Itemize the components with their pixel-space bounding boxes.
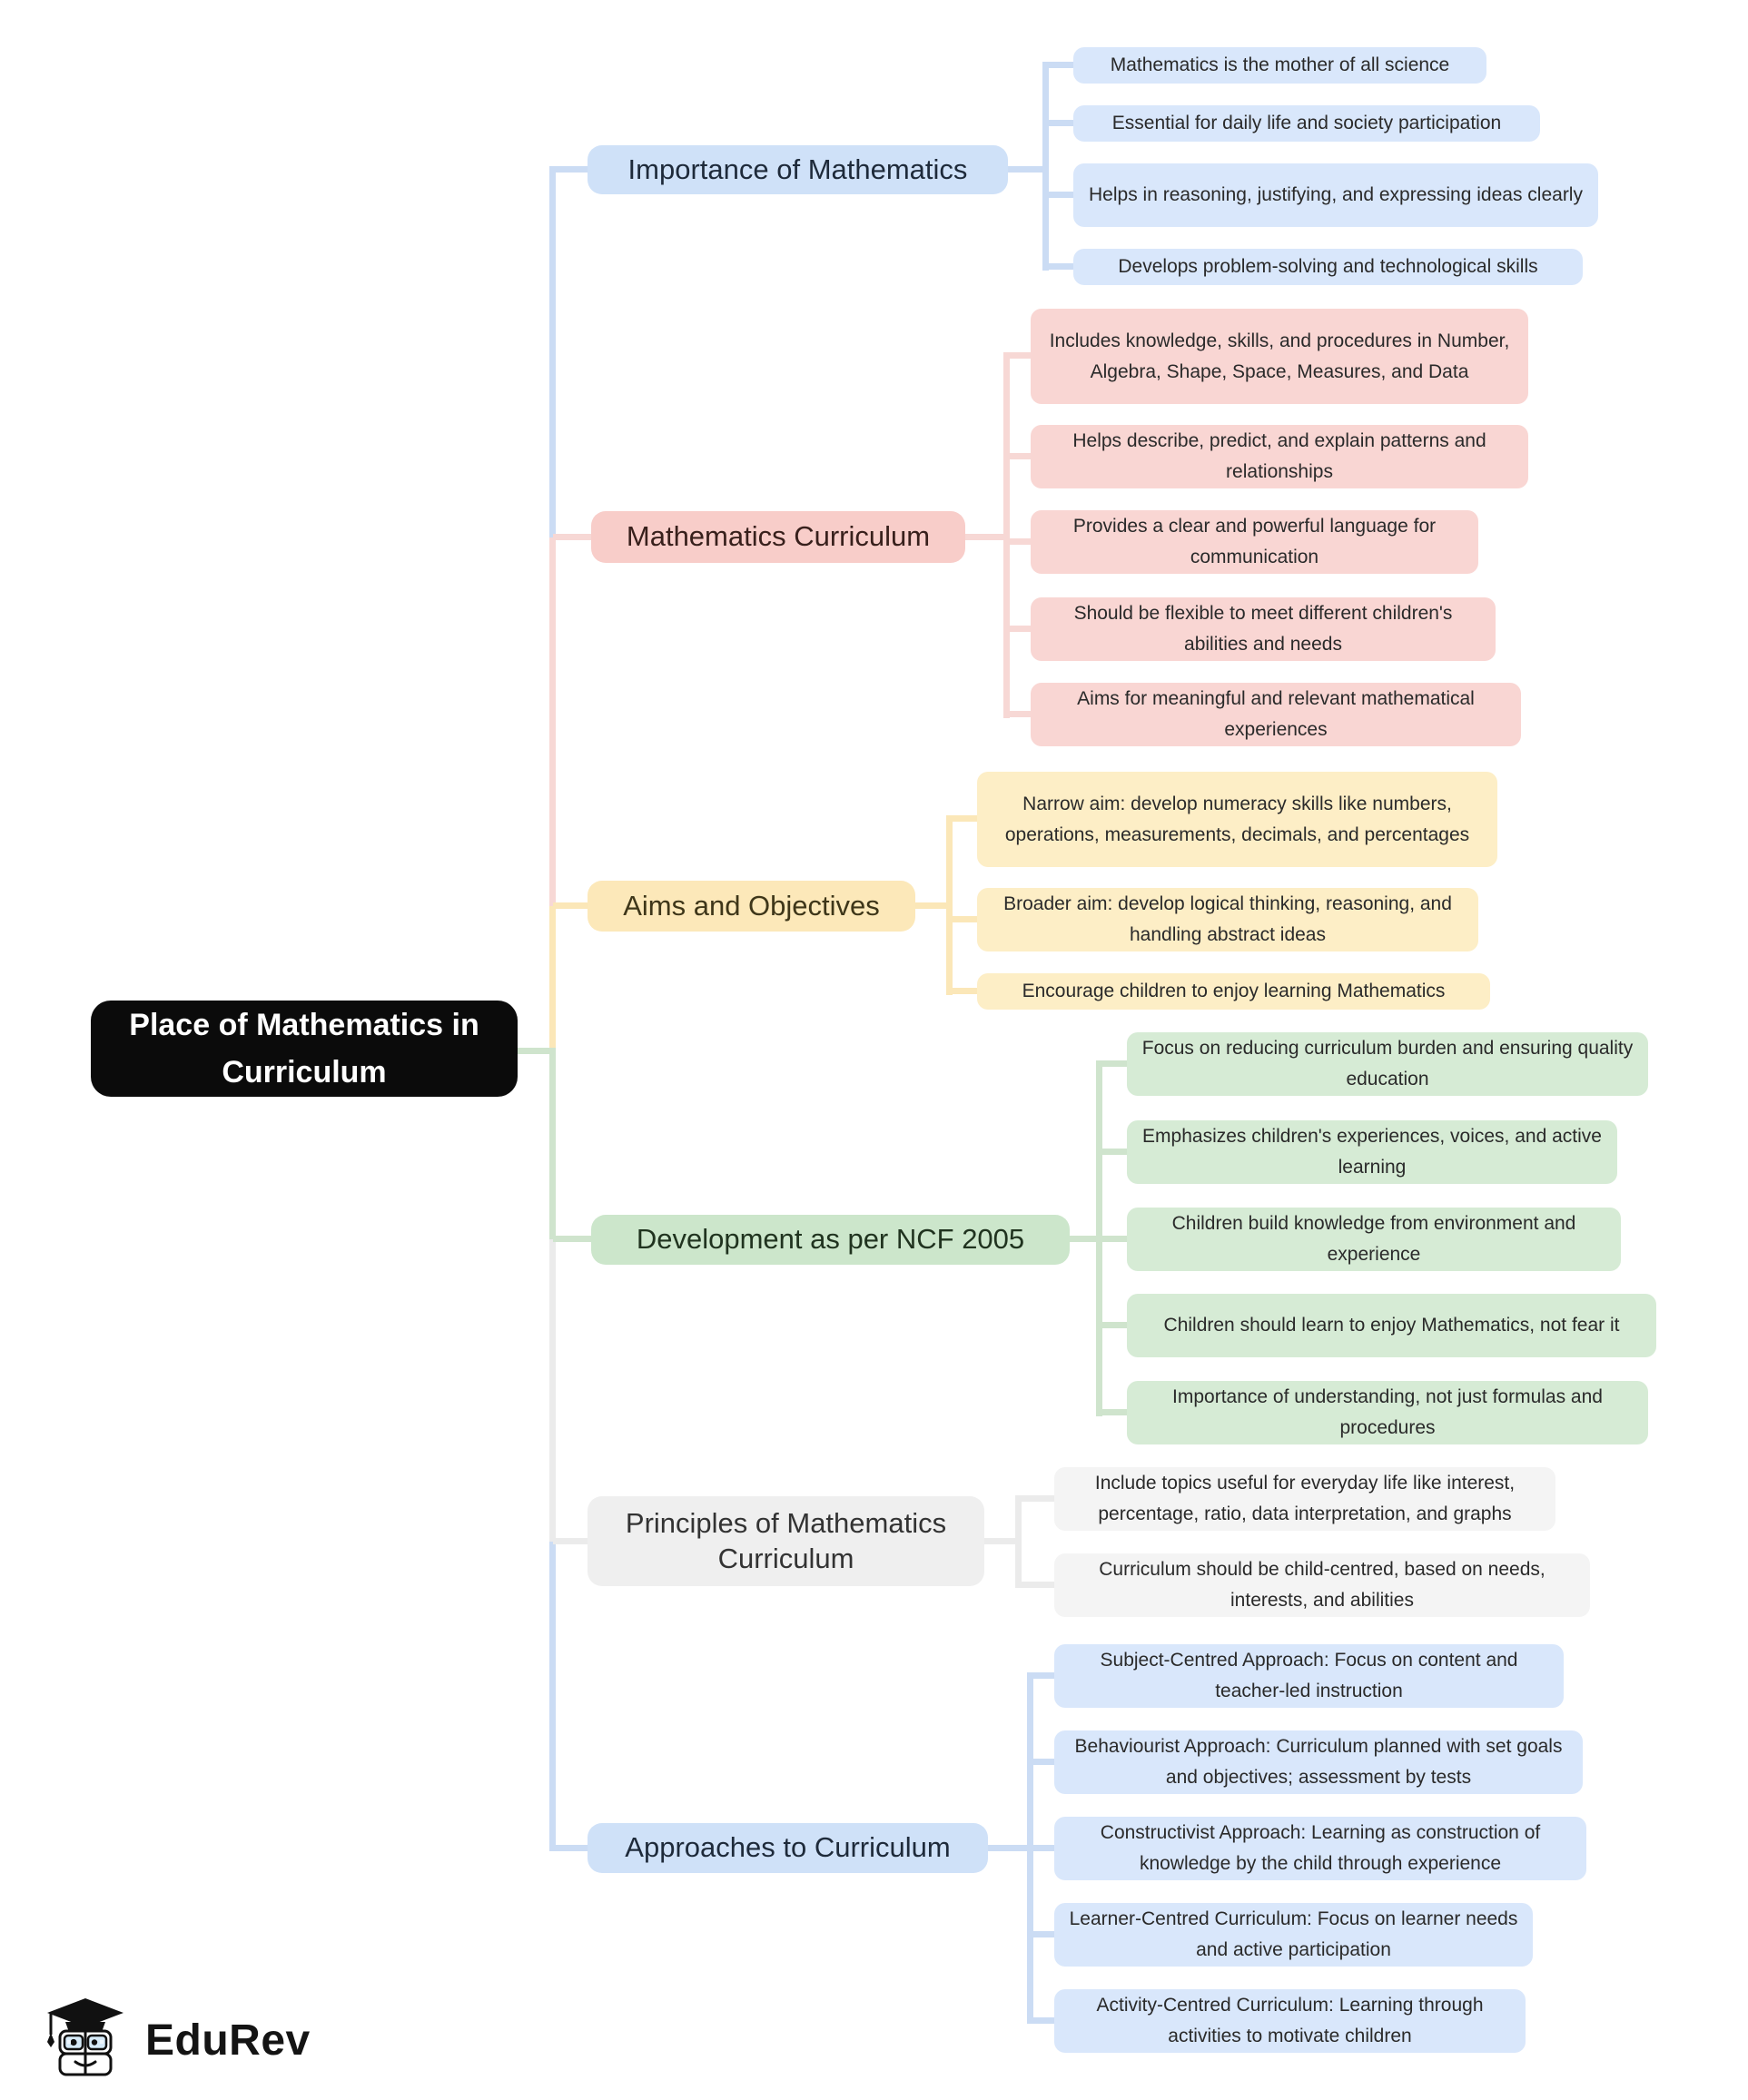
child-label: Should be flexible to meet different children's abilities and needs (1073, 603, 1453, 655)
edurev-logo (40, 1994, 311, 2086)
child-node (1054, 1730, 1583, 1794)
child-node (977, 888, 1478, 951)
child-label: Helps describe, predict, and explain patterns and relationships (1072, 430, 1486, 482)
child-label: Behaviourist Approach: Curriculum planned with set goals and objectives; assessment by tests (1074, 1736, 1563, 1788)
child-label: Mathematics is the mother of all science (1110, 54, 1450, 75)
header-aims (588, 881, 915, 932)
bracket-line (1042, 62, 1049, 271)
edurev-brand-text: EduRev (145, 2016, 311, 2065)
header-label: Mathematics Curriculum (626, 520, 931, 553)
spine-segment-approaches (549, 1542, 556, 1851)
child-label: Broader aim: develop logical thinking, reasoning, and handling abstract ideas (1003, 893, 1452, 945)
header-label: Aims and Objectives (623, 889, 880, 922)
child-label: Narrow aim: develop numeracy skills like numbers, operations, measurements, decimals, and percentages (1004, 793, 1470, 845)
bracket-line (1015, 1495, 1022, 1588)
branch-line (553, 534, 595, 540)
spine-segment-curriculum (549, 537, 556, 906)
child-node (1054, 1817, 1586, 1880)
child-label: Children build knowledge from environment and experience (1171, 1213, 1576, 1265)
header-importance (588, 145, 1008, 194)
child-node (1127, 1120, 1617, 1184)
header-principles (588, 1496, 984, 1586)
child-label: Focus on reducing curriculum burden and ensuring quality education (1141, 1038, 1634, 1089)
root-node-label: Place of Mathematics in Curriculum (129, 1008, 479, 1089)
child-node (1127, 1294, 1656, 1357)
child-node (1031, 309, 1528, 404)
branch-line (553, 902, 591, 909)
child-node (1127, 1208, 1621, 1271)
child-label: Includes knowledge, skills, and procedures in Number, Algebra, Shape, Space, Measures, and Data (1049, 330, 1510, 382)
child-label: Subject-Centred Approach: Focus on content and teacher-led instruction (1100, 1650, 1518, 1701)
child-label: Include topics useful for everyday life like interest, percentage, ratio, data interpretation, and graphs (1094, 1473, 1516, 1524)
spine-segment-principles (549, 1239, 556, 1542)
child-label: Encourage children to enjoy learning Mathematics (1022, 981, 1446, 1001)
child-node (1031, 683, 1521, 746)
child-node (1054, 1644, 1564, 1708)
child-label: Provides a clear and powerful language for communication (1072, 516, 1437, 567)
child-node (1054, 1553, 1590, 1617)
spine-segment-importance (549, 166, 556, 537)
child-label: Children should learn to enjoy Mathematics, not fear it (1163, 1315, 1620, 1336)
root-connector-line (514, 1048, 556, 1054)
child-node (1054, 1467, 1555, 1531)
branch-line (553, 166, 591, 173)
child-node (1054, 1903, 1533, 1967)
bracket-line (946, 815, 953, 995)
child-node (977, 973, 1490, 1010)
child-node (1073, 105, 1540, 142)
header-label: Importance of Mathematics (627, 153, 968, 185)
child-node (1031, 510, 1478, 574)
child-label: Emphasizes children's experiences, voices, and active learning (1142, 1126, 1602, 1178)
branch-line (553, 1236, 595, 1242)
child-label: Constructivist Approach: Learning as construction of knowledge by the child through experience (1100, 1822, 1541, 1874)
child-label: Aims for meaningful and relevant mathematical experiences (1077, 688, 1475, 740)
child-node (1073, 47, 1486, 84)
header-approaches (588, 1823, 988, 1873)
spine-segment-aims (549, 906, 556, 1051)
child-label: Curriculum should be child-centred, based on needs, interests, and abilities (1099, 1559, 1546, 1611)
header-label: Approaches to Curriculum (625, 1831, 951, 1864)
bracket-line (1003, 352, 1010, 718)
header-curriculum (591, 511, 965, 563)
child-node (1054, 1989, 1526, 2053)
child-label: Importance of understanding, not just formulas and procedures (1172, 1386, 1603, 1438)
edurev-mascot-icon (40, 1993, 131, 2088)
header-label: Development as per NCF 2005 (636, 1223, 1025, 1256)
branch-line (553, 1845, 591, 1851)
child-label: Activity-Centred Curriculum: Learning through activities to motivate children (1096, 1995, 1484, 2046)
child-label: Helps in reasoning, justifying, and expressing ideas clearly (1089, 184, 1583, 205)
child-node (977, 772, 1497, 867)
child-label: Essential for daily life and society participation (1111, 113, 1502, 133)
child-label: Develops problem-solving and technological skills (1118, 256, 1538, 277)
root-node (91, 1001, 518, 1097)
branch-line (553, 1538, 591, 1544)
child-node (1127, 1381, 1648, 1444)
child-node (1031, 425, 1528, 488)
header-ncf (591, 1215, 1070, 1265)
child-node (1127, 1032, 1648, 1096)
child-node (1073, 249, 1583, 285)
header-label: Principles of Mathematics Curriculum (625, 1506, 947, 1574)
child-label: Learner-Centred Curriculum: Focus on learner needs and active participation (1069, 1908, 1518, 1960)
child-node (1073, 163, 1598, 227)
spine-segment-ncf (549, 1051, 556, 1239)
child-node (1031, 597, 1496, 661)
